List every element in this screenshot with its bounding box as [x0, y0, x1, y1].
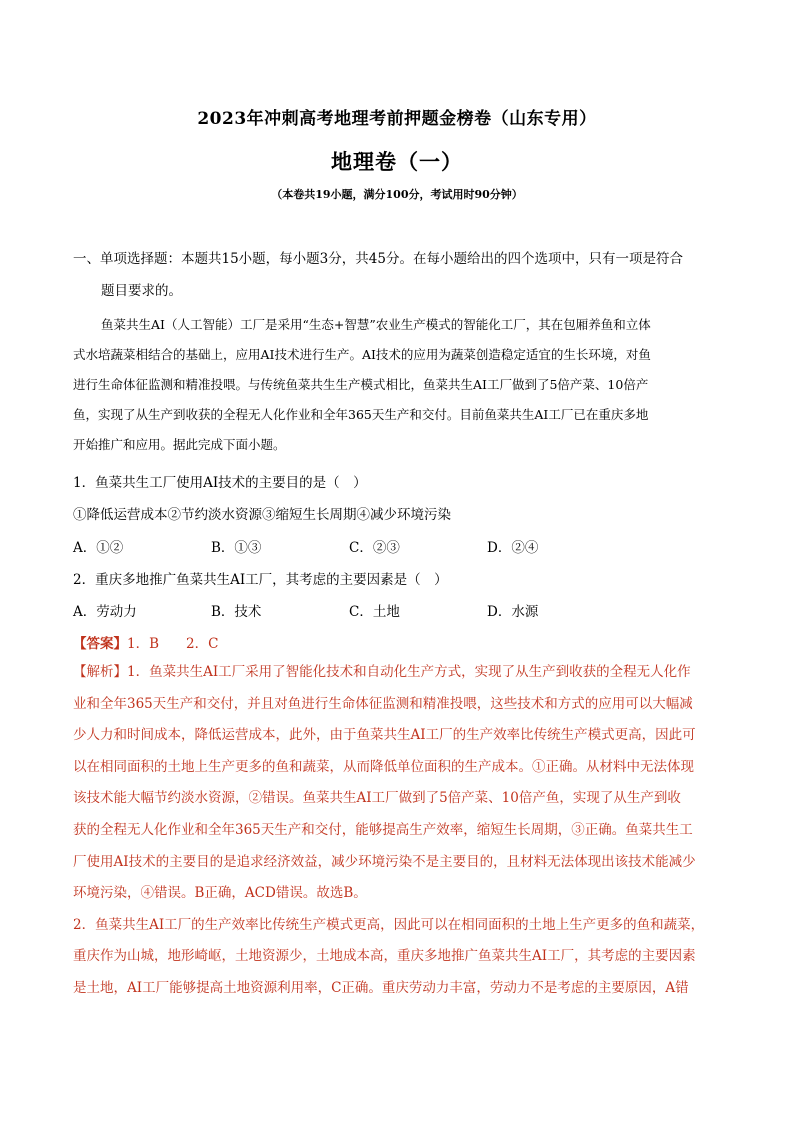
analysis-line: 环境污染，④错误。B正确，ACD错误。故选B。 — [73, 885, 367, 902]
exam-note: （本卷共19小题，满分100分，考试用时90分钟） — [271, 188, 523, 201]
analysis-line: 少人力和时间成本，降低运营成本，此外，由于鱼菜共生AI工厂的生产效率比传统生产模式更高，因此可 — [73, 727, 696, 744]
paper-title: 地理卷（一） — [331, 149, 463, 174]
exam-title: 2023年冲刺高考地理考前押题金榜卷（山东专用） — [197, 109, 597, 129]
option-b: B．技术 — [211, 604, 262, 620]
question-1-items: ①降低运营成本②节约淡水资源③缩短生长周期④减少环境污染 — [73, 507, 451, 523]
option-a: A．劳动力 — [73, 604, 137, 620]
passage-line: 鱼菜共生AI（人工智能）工厂是采用“生态+智慧”农业生产模式的智能化工厂，其在包厢养鱼和立体 — [101, 317, 651, 332]
question-2-stem: 2．重庆多地推广鱼菜共生AI工厂，其考虑的主要因素是（ ） — [73, 572, 448, 588]
section-line-2: 题目要求的。 — [101, 283, 182, 299]
analysis-line: 重庆作为山城，地形崎岖，土地资源少，土地成本高，重庆多地推广鱼菜共生AI工厂，其考虑的主要因素 — [73, 948, 696, 965]
analysis-line: 以在相同面积的土地上生产更多的鱼和蔬菜，从而降低单位面积的生产成本。①正确。从材料中无法体现 — [73, 758, 694, 775]
option-b: B．①③ — [211, 540, 262, 556]
answer-label: 【答案】 — [73, 636, 127, 652]
answer-text: 1．B 2．C — [127, 636, 219, 652]
option-c: C．②③ — [349, 540, 400, 556]
option-d: D．水源 — [487, 604, 539, 620]
analysis-line: 获的全程无人化作业和全年365天生产和交付，能够提高生产效率，缩短生长周期，③正确。鱼菜共生工 — [73, 821, 693, 838]
analysis-line: 业和全年365天生产和交付，并且对鱼进行生命体征监测和精准投喂，这些技术和方式的应用可以大幅减 — [73, 695, 693, 712]
passage-line: 进行生命体征监测和精准投喂。与传统鱼菜共生生产模式相比，鱼菜共生AI工厂做到了5倍产菜、10倍产 — [73, 377, 649, 392]
analysis-block — [73, 657, 733, 1005]
question-1-options — [73, 536, 538, 556]
analysis-line: 2．鱼菜共生AI工厂的生产效率比传统生产模式更高，因此可以在相同面积的土地上生产更多的鱼和蔬菜， — [73, 916, 705, 933]
analysis-line: 是土地，AI工厂能够提高土地资源利用率，C正确。重庆劳动力丰富，劳动力不是考虑的主要原因，A错 — [73, 979, 689, 996]
passage-line: 鱼，实现了从生产到收获的全程无人化作业和全年365天生产和交付。目前鱼菜共生AI工厂已在重庆多地 — [73, 407, 649, 422]
section-line-1: 一、单项选择题：本题共15小题，每小题3分，共45分。在每小题给出的四个选项中，只有一项是符合 — [73, 251, 683, 267]
analysis-line: 该技术能大幅节约淡水资源，②错误。鱼菜共生AI工厂做到了5倍产菜、10倍产鱼，实现了从生产到收 — [73, 790, 681, 807]
passage-line: 开始推广和应用。据此完成下面小题。 — [73, 437, 286, 452]
option-d: D．②④ — [487, 540, 539, 556]
question-2-options — [73, 600, 538, 620]
question-1-stem: 1．鱼菜共生工厂使用AI技术的主要目的是（ ） — [73, 475, 367, 491]
reading-passage — [73, 310, 733, 460]
section-instructions — [73, 243, 733, 307]
analysis-line: 【解析】1．鱼菜共生AI工厂采用了智能化技术和自动化生产方式，实现了从生产到收获的全程无人化作 — [73, 664, 691, 680]
passage-line: 式水培蔬菜相结合的基础上，应用AI技术进行生产。AI技术的应用为蔬菜创造稳定适宜的生长环境，对鱼 — [73, 347, 651, 362]
answer-line — [73, 632, 218, 652]
option-a: A．①② — [73, 540, 124, 556]
analysis-line: 厂使用AI技术的主要目的是追求经济效益，减少环境污染不是主要目的，且材料无法体现出该技术能减少 — [73, 853, 696, 870]
option-c: C．土地 — [349, 604, 400, 620]
